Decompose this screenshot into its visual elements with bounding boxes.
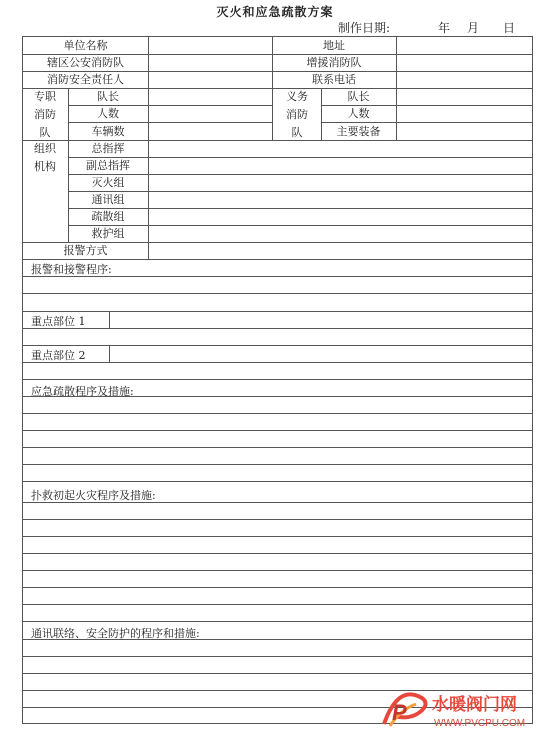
row-line [23, 259, 532, 260]
date-year: 年 [438, 21, 451, 35]
reinforce-label: 增援消防队 [306, 56, 362, 69]
watermark-logo-icon [380, 690, 550, 730]
ruled-line [23, 276, 532, 277]
police-label: 辖区公安消防队 [47, 56, 124, 69]
ruled-line [23, 379, 532, 380]
reinforce-field[interactable] [397, 54, 532, 71]
ruled-line [23, 293, 532, 294]
ruled-line [23, 536, 532, 537]
org-label: 组织 机构 [34, 142, 56, 173]
watermark-url: WWW.PVCPU.COM [434, 718, 526, 729]
org-field[interactable] [149, 191, 532, 208]
key-part-1-field[interactable] [111, 311, 532, 328]
vol-equipment-label: 主要装备 [336, 125, 381, 138]
ruled-line [23, 464, 532, 465]
key-part-1-label: 重点部位 1 [31, 315, 86, 328]
pro-count-field[interactable] [149, 105, 272, 122]
form-frame [22, 36, 533, 724]
address-label: 地址 [323, 39, 345, 52]
col-line [109, 311, 110, 328]
ruled-line [23, 362, 532, 363]
address-field[interactable] [397, 37, 532, 54]
ruled-line [23, 413, 532, 414]
ruled-line [23, 553, 532, 554]
safety-person-label: 消防安全责任人 [47, 73, 124, 86]
org-item: 疏散组 [91, 210, 125, 223]
org-item: 副总指挥 [86, 159, 130, 172]
pro-vehicles-field[interactable] [149, 122, 272, 140]
fire-fighting-heading: 扑救初起火灾程序及措施: [31, 489, 156, 502]
ruled-line [23, 502, 532, 503]
vol-captain-label: 队长 [347, 90, 370, 103]
ruled-line [23, 311, 532, 312]
org-field[interactable] [149, 174, 532, 191]
key-part-2-field[interactable] [111, 345, 532, 362]
org-field[interactable] [149, 157, 532, 174]
vol-count-label: 人数 [347, 107, 370, 120]
vol-count-field[interactable] [397, 105, 532, 122]
ruled-line [23, 519, 532, 520]
ruled-line [23, 587, 532, 588]
unit-name-field[interactable] [149, 37, 272, 54]
phone-field[interactable] [397, 71, 532, 88]
ruled-line [23, 430, 532, 431]
pro-captain-field[interactable] [149, 88, 272, 105]
col-line [272, 88, 273, 140]
vol-team-label: 义务 消防 队 [286, 90, 308, 139]
org-field[interactable] [149, 225, 532, 242]
date-month: 月 [467, 21, 480, 35]
ruled-line [23, 604, 532, 605]
police-field[interactable] [149, 54, 272, 71]
alarm-method-label: 报警方式 [63, 244, 108, 257]
ruled-line [23, 673, 532, 674]
watermark-brand: 水暖阀门网 [432, 695, 517, 715]
col-line [109, 345, 110, 362]
pro-captain-label: 队长 [97, 90, 119, 103]
org-item: 总指挥 [91, 142, 125, 155]
ruled-line [23, 447, 532, 448]
watermark-logo-letter: P [392, 700, 407, 725]
date-day: 日 [503, 21, 516, 35]
pro-count-label: 人数 [97, 107, 119, 120]
document-title: 灭火和应急疏散方案 [216, 5, 334, 19]
pro-vehicles-label: 车辆数 [91, 125, 125, 138]
ruled-line [23, 656, 532, 657]
communication-heading: 通讯联络、安全防护的程序和措施: [31, 627, 200, 640]
org-item: 救护组 [91, 227, 125, 240]
safety-person-field[interactable] [149, 71, 272, 88]
evacuation-heading: 应急疏散程序及措施: [31, 385, 134, 398]
unit-name-label: 单位名称 [63, 39, 108, 52]
phone-label: 联系电话 [312, 73, 356, 86]
ruled-line [23, 621, 532, 622]
org-field[interactable] [149, 208, 532, 225]
org-item: 通讯组 [91, 193, 125, 206]
ruled-line [23, 396, 532, 397]
vol-captain-field[interactable] [397, 88, 532, 105]
alarm-procedure-heading: 报警和接警程序: [31, 263, 112, 276]
ruled-line [23, 345, 532, 346]
date-label: 制作日期: [338, 21, 391, 35]
ruled-line [23, 639, 532, 640]
ruled-line [23, 328, 532, 329]
org-field[interactable] [149, 140, 532, 157]
key-part-2-label: 重点部位 2 [31, 349, 86, 362]
vol-equipment-field[interactable] [397, 122, 532, 140]
org-item: 灭火组 [91, 176, 125, 189]
alarm-method-field[interactable] [149, 242, 532, 259]
watermark [380, 690, 550, 730]
ruled-line [23, 570, 532, 571]
pro-team-label: 专职 消防 队 [34, 90, 56, 139]
ruled-line [23, 481, 532, 482]
